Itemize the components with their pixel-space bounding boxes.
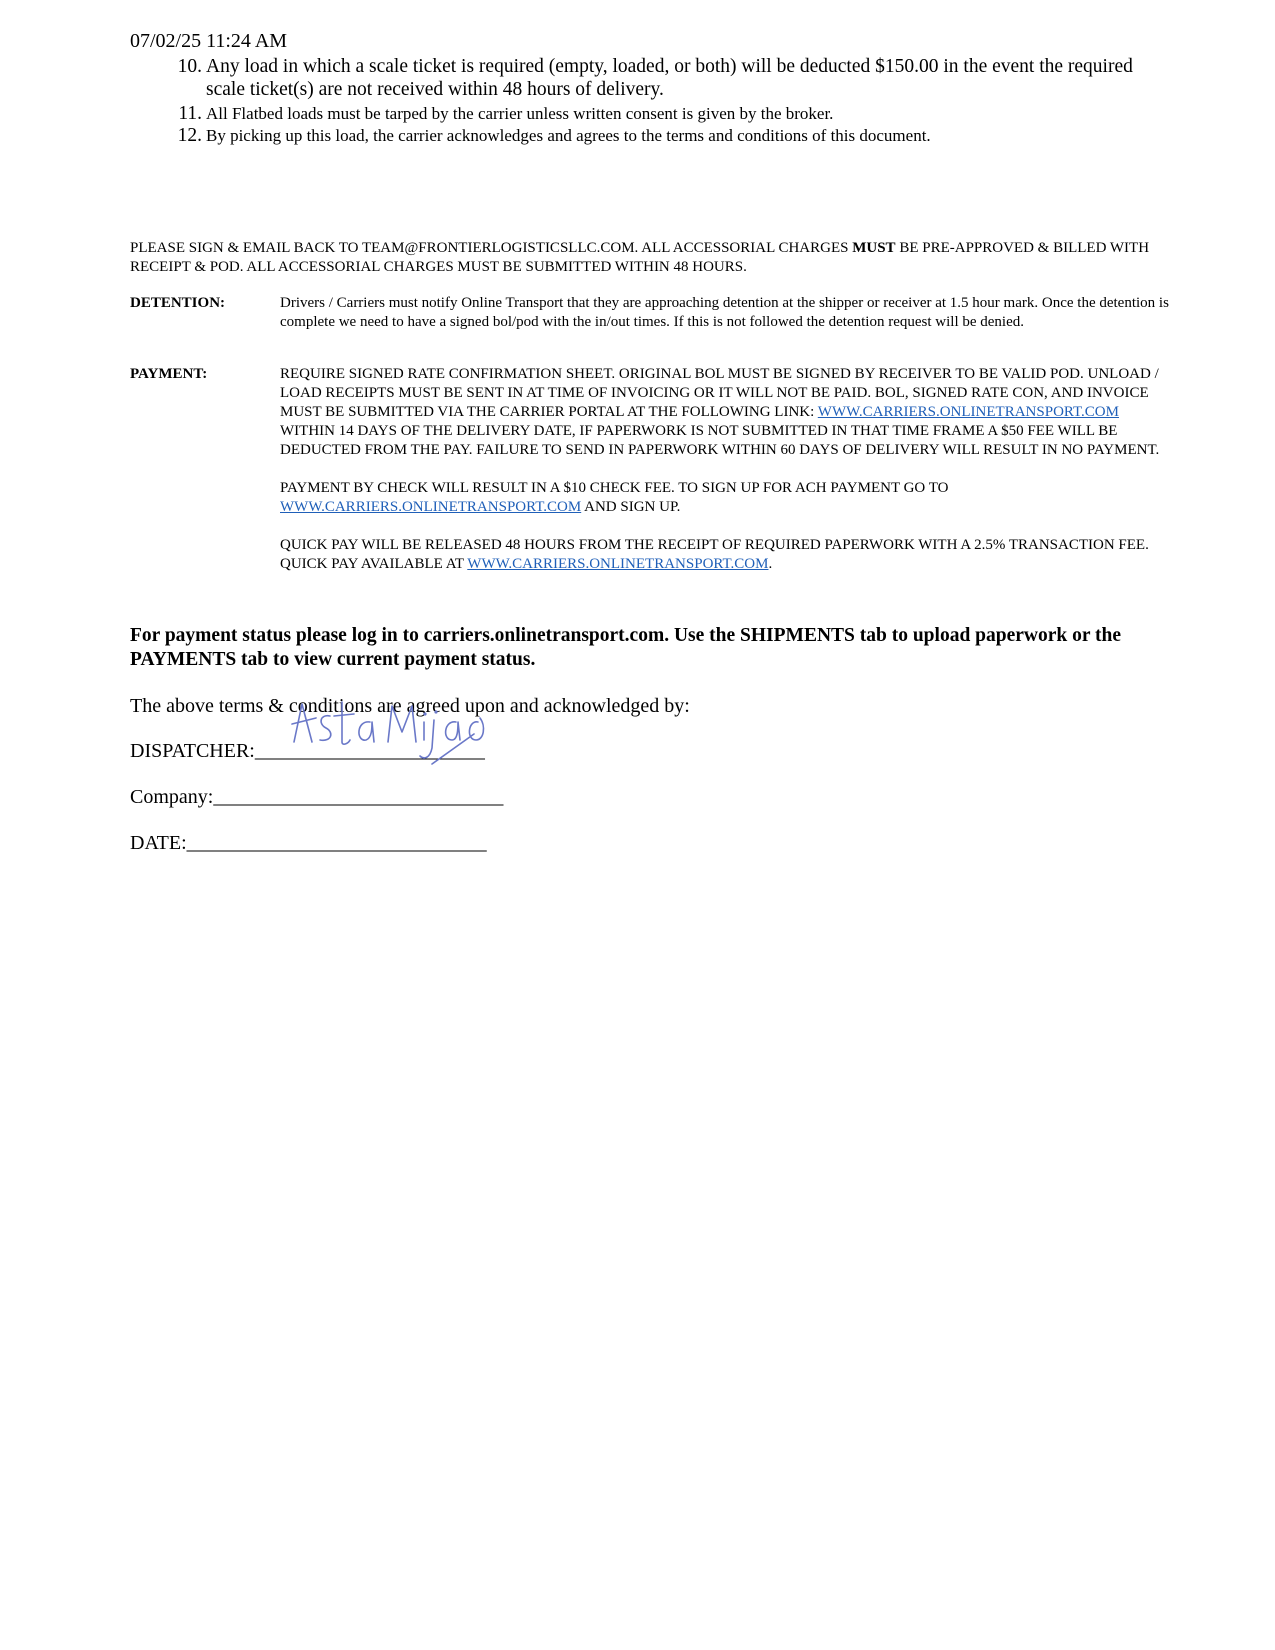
print-timestamp: 07/02/25 11:24 AM (130, 30, 288, 52)
date-field: DATE:______________________________ (130, 832, 487, 854)
quick-pay-link[interactable]: WWW.CARRIERS.ONLINETRANSPORT.COM (467, 556, 769, 572)
detention-label: DETENTION: (130, 295, 226, 311)
payment-text-segment: PAYMENT BY CHECK WILL RESULT IN A $10 CHECK FEE. TO SIGN UP FOR ACH PAYMENT GO TO (280, 480, 949, 496)
company-field: Company:_____________________________ (130, 786, 504, 808)
payment-text-segment: . (768, 556, 773, 572)
detention-text: Drivers / Carriers must notify Online Transport that they are approaching detention at the shipper or receiver at 1.5 hour mark. Once the detention is complete we need to have a signed bol/pod with the in/out times. If this is not followed the detention request will be denied. (280, 295, 1169, 330)
acknowledgement-text: The above terms & conditions are agreed upon and acknowledged by: (130, 695, 690, 717)
sign-email-notice (130, 239, 1170, 277)
term-number: 10. (177, 56, 202, 77)
dispatcher-field: DISPATCHER:_______________________ (130, 740, 485, 762)
payment-paragraph (280, 479, 1170, 517)
notice-text: BE PRE-APPROVED & BILLED WITH RECEIPT & POD. ALL ACCESSORIAL CHARGES MUST BE SUBMITTED WITHIN 48 HOURS. (130, 240, 1150, 275)
carrier-portal-link[interactable]: WWW.CARRIERS.ONLINETRANSPORT.COM (817, 404, 1119, 420)
term-text: All Flatbed loads must be tarped by the carrier unless written consent is given by the broker. (206, 104, 834, 123)
term-item (130, 103, 1150, 125)
term-item (130, 55, 1150, 101)
term-number: 12. (177, 125, 202, 146)
notice-emphasis: MUST (852, 240, 896, 256)
notice-text: PLEASE SIGN & EMAIL BACK TO TEAM@FRONTIERLOGISTICSLLC.COM. ALL ACCESSORIAL CHARGES (130, 240, 853, 256)
payment-paragraph (280, 536, 1170, 574)
payment-text-segment: QUICK PAY WILL BE RELEASED 48 HOURS FROM THE RECEIPT OF REQUIRED PAPERWORK WITH A 2.5% TRANSACTION FEE. QUICK PAY AVAILABLE AT (280, 537, 1149, 572)
payment-paragraph (280, 365, 1170, 460)
term-number: 11. (178, 103, 202, 124)
terms-list (130, 55, 1150, 147)
payment-text-segment: WITHIN 14 DAYS OF THE DELIVERY DATE, IF PAPERWORK IS NOT SUBMITTED IN THAT TIME FRAME A $50 FEE WILL BE DEDUCTED FROM THE PAY. FAILURE TO SEND IN PAPERWORK WITHIN 60 DAYS OF DELIVERY WILL RESULT IN NO PAYMENT. (280, 423, 1160, 458)
detention-section (130, 294, 1170, 354)
payment-text (280, 365, 1170, 593)
handwritten-signature (290, 698, 490, 778)
term-text: By picking up this load, the carrier acknowledges and agrees to the terms and conditions of this document. (206, 126, 931, 145)
term-text: Any load in which a scale ticket is required (empty, loaded, or both) will be deducted $150.00 in the event the required scale ticket(s) are not received within 48 hours of delivery. (206, 56, 1133, 100)
payment-status-note: For payment status please log in to carriers.onlinetransport.com. Use the SHIPMENTS tab to upload paperwork or the PAYMENTS tab to view current payment status. (130, 625, 1122, 670)
payment-text-segment: AND SIGN UP. (581, 499, 681, 515)
payment-section (130, 365, 1170, 605)
term-item (130, 125, 1150, 147)
payment-text-segment: REQUIRE SIGNED RATE CONFIRMATION SHEET. ORIGINAL BOL MUST BE SIGNED BY RECEIVER TO BE VALID POD. UNLOAD / LOAD RECEIPTS MUST BE SENT IN AT TIME OF INVOICING OR IT WILL NOT BE PAID. BOL, SIGNED RATE CON, AND INVOICE MUST BE SUBMITTED VIA THE CARRIER PORTAL AT THE FOLLOWING LINK: (280, 366, 1159, 420)
payment-label: PAYMENT: (130, 366, 208, 382)
ach-signup-link[interactable]: WWW.CARRIERS.ONLINETRANSPORT.COM (280, 499, 582, 515)
